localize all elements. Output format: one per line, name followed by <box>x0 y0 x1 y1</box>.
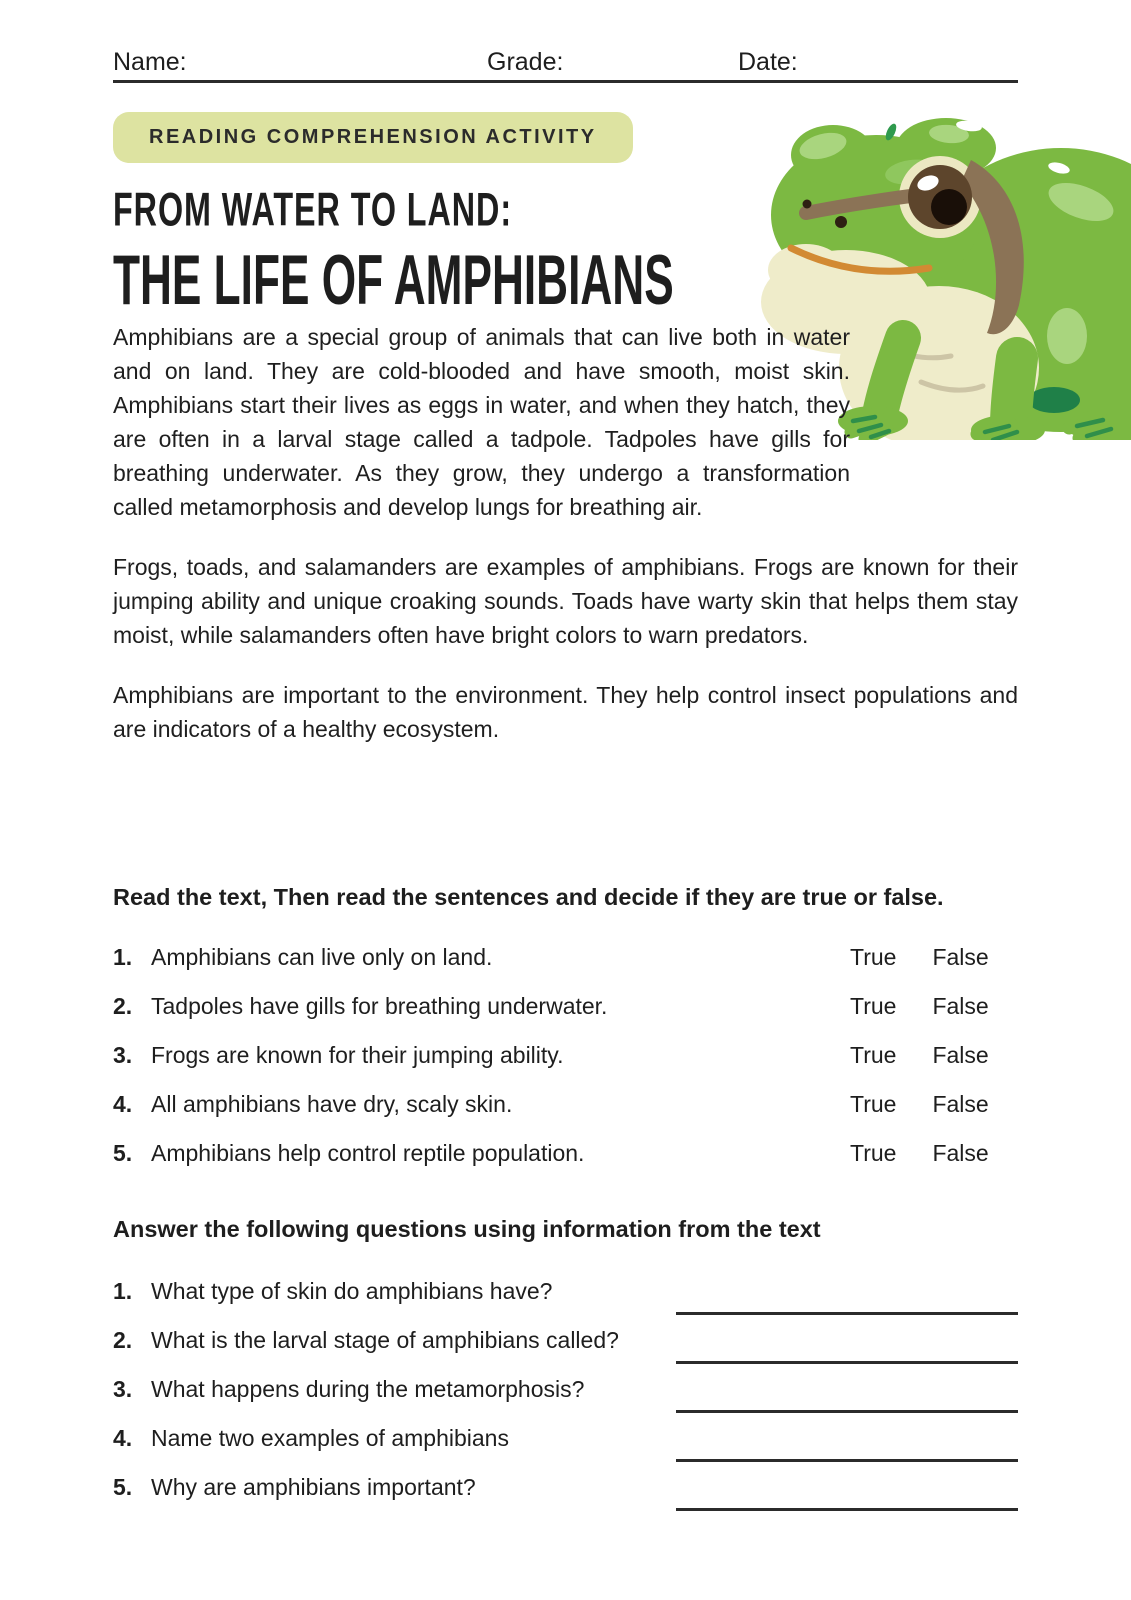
passage-paragraph-2: Frogs, toads, and salamanders are examples of amphibians. Frogs are known for their jumping ability and unique croaking sounds. Toads have warty skin that helps them stay moist, while salamanders often have bright colors to warn predators. <box>113 554 1018 648</box>
question-number: 3. <box>113 1376 133 1402</box>
question-number: 1. <box>113 944 133 970</box>
false-option[interactable]: False <box>932 1042 989 1068</box>
question-text: What happens during the metamorphosis? <box>151 1376 585 1402</box>
question-text: Frogs are known for their jumping ability. <box>151 1042 564 1068</box>
true-false-section <box>113 880 1018 1185</box>
true-option[interactable]: True <box>850 1042 897 1068</box>
answer-line[interactable] <box>676 1508 1018 1511</box>
open-questions-section <box>113 1212 1018 1519</box>
true-option[interactable]: True <box>850 1091 897 1117</box>
answer-line[interactable] <box>676 1361 1018 1364</box>
true-false-row <box>113 1136 1018 1170</box>
true-false-row <box>113 1087 1018 1121</box>
question-number: 2. <box>113 1327 133 1353</box>
questions-heading: Answer the following questions using information from the text <box>113 1216 821 1242</box>
question-row <box>113 1470 1018 1519</box>
passage-paragraph-3: Amphibians are important to the environment. They help control insect populations and are indicators of a healthy ecosystem. <box>113 682 1018 742</box>
question-text: All amphibians have dry, scaly skin. <box>151 1091 513 1117</box>
title-line2: THE LIFE OF AMPHIBIANS <box>113 241 674 320</box>
question-row <box>113 1274 1018 1323</box>
answer-line[interactable] <box>676 1312 1018 1315</box>
question-text: What is the larval stage of amphibians called? <box>151 1327 619 1353</box>
question-number: 2. <box>113 993 133 1019</box>
grade-label: Grade: <box>487 48 564 76</box>
question-row <box>113 1323 1018 1372</box>
question-text: What type of skin do amphibians have? <box>151 1278 553 1304</box>
false-option[interactable]: False <box>932 944 989 970</box>
false-option[interactable]: False <box>932 1091 989 1117</box>
question-number: 1. <box>113 1278 133 1304</box>
passage-paragraph-1: Amphibians are a special group of animals that can live both in water and on land. They are cold-blooded and have smooth, moist skin. Amphibians start their lives as eggs in water, and when they hatch, they are often in a larval stage called a tadpole. Tadpoles have gills for breathing underwater. As they grow, they undergo a transformation called metamorphosis and develop lungs for breathing air. <box>113 324 850 520</box>
false-option[interactable]: False <box>932 993 989 1019</box>
name-label: Name: <box>113 48 187 76</box>
question-row <box>113 1421 1018 1470</box>
title-line1: FROM WATER TO LAND: <box>113 183 513 237</box>
activity-badge <box>113 112 633 163</box>
answer-line[interactable] <box>676 1459 1018 1462</box>
question-text: Amphibians help control reptile population. <box>151 1140 585 1166</box>
false-option[interactable]: False <box>932 1140 989 1166</box>
question-number: 5. <box>113 1474 133 1500</box>
page-title <box>113 182 773 320</box>
question-number: 5. <box>113 1140 133 1166</box>
true-option[interactable]: True <box>850 944 897 970</box>
true-false-row <box>113 940 1018 974</box>
true-false-row <box>113 989 1018 1023</box>
date-label: Date: <box>738 48 798 76</box>
question-text: Why are amphibians important? <box>151 1474 476 1500</box>
true-option[interactable]: True <box>850 1140 897 1166</box>
question-number: 4. <box>113 1425 133 1451</box>
true-option[interactable]: True <box>850 993 897 1019</box>
question-text: Tadpoles have gills for breathing underwater. <box>151 993 608 1019</box>
question-number: 3. <box>113 1042 133 1068</box>
question-text: Name two examples of amphibians <box>151 1425 509 1451</box>
question-row <box>113 1372 1018 1421</box>
question-text: Amphibians can live only on land. <box>151 944 493 970</box>
answer-line[interactable] <box>676 1410 1018 1413</box>
passage <box>113 320 1018 772</box>
true-false-heading: Read the text, Then read the sentences and decide if they are true or false. <box>113 884 944 910</box>
activity-badge-label: READING COMPREHENSION ACTIVITY <box>149 126 597 148</box>
question-number: 4. <box>113 1091 133 1117</box>
header-rule <box>113 80 1018 83</box>
true-false-row <box>113 1038 1018 1072</box>
